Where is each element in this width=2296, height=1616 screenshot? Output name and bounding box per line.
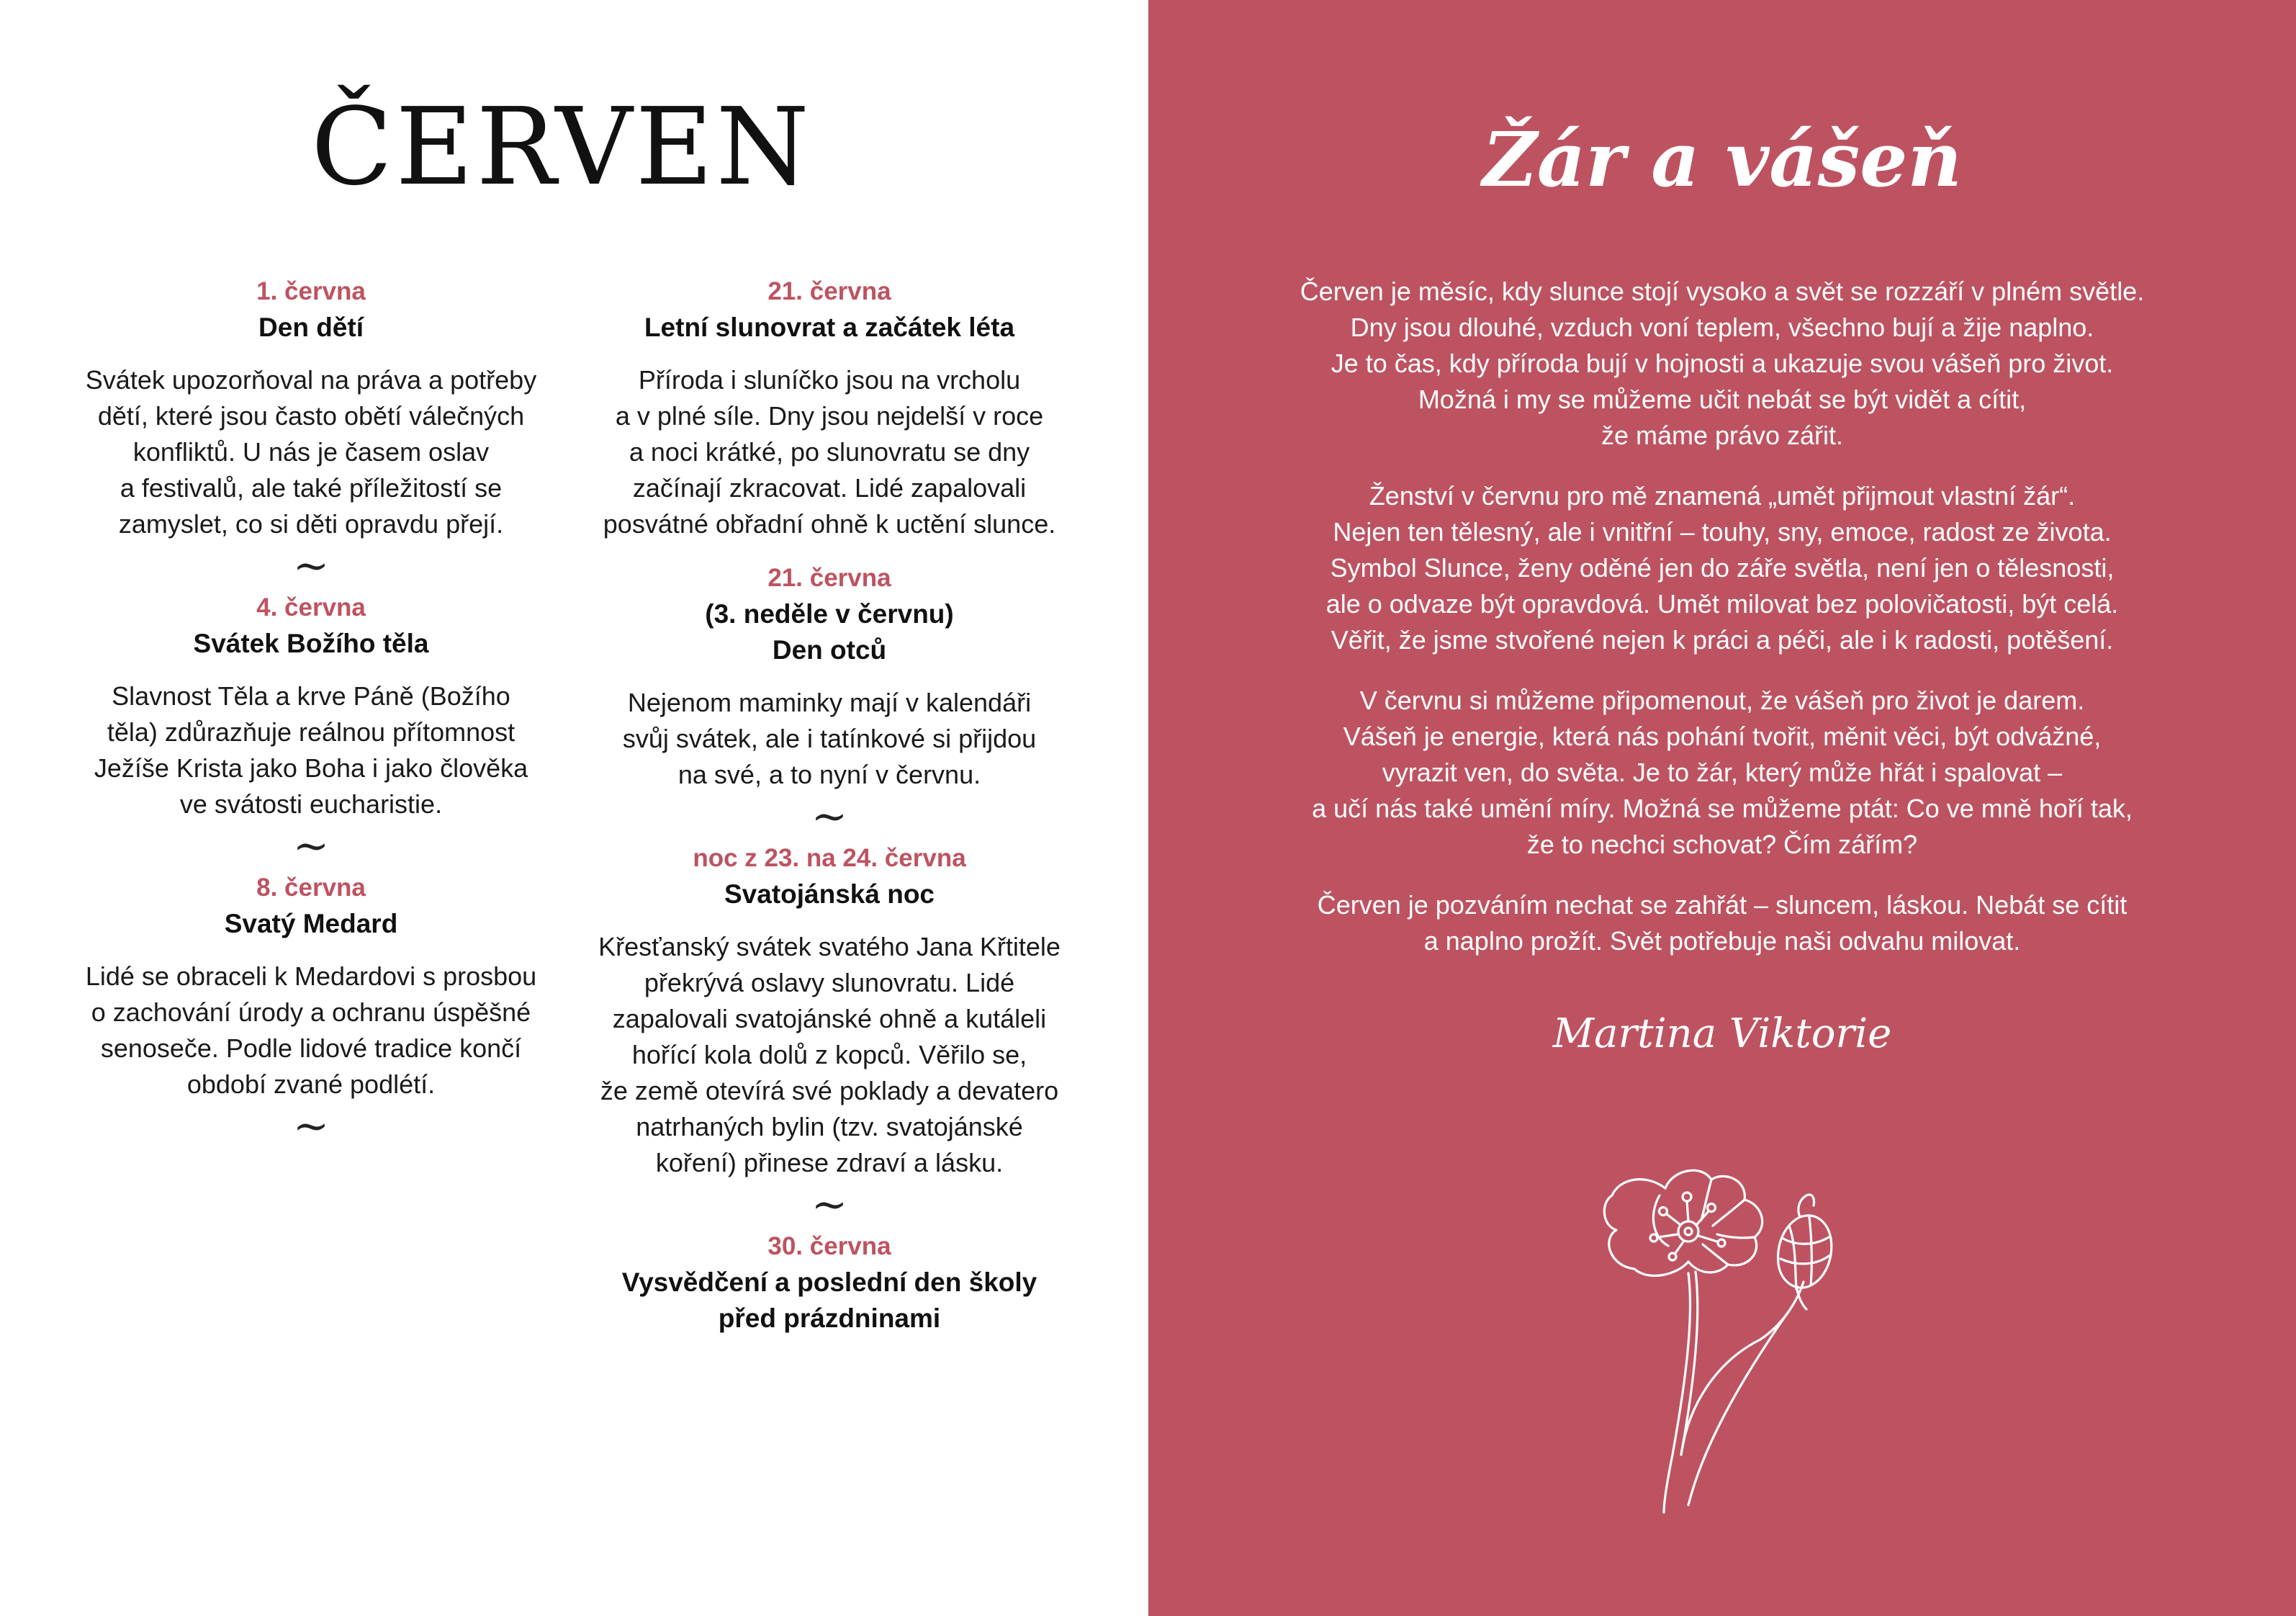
essay-line: Červen je pozváním nechat se zahřát – sluncem, láskou. Nebát se cítit xyxy=(1317,890,2128,920)
event-name: Letní slunovrat a začátek léta xyxy=(644,313,1015,342)
essay-line: Vášeň je energie, která nás pohání tvořit, měnit věci, být odvážné, xyxy=(1343,722,2102,751)
essay-line: vyrazit ven, do světa. Je to žár, který může hřát i spalovat – xyxy=(1382,758,2063,787)
text-line: Křesťanský svátek svatého Jana Křtitele xyxy=(598,932,1061,961)
text-line: na své, a to nyní v červnu. xyxy=(677,760,981,789)
text-line: ve svátosti eucharistie. xyxy=(179,789,443,819)
event-description xyxy=(585,685,1074,793)
essay-line: V červnu si můžeme připomenout, že vášeň pro život je darem. xyxy=(1359,686,2085,715)
text-line: Nejenom maminky mají v kalendáři xyxy=(627,688,1032,717)
event-name: (3. neděle v červnu) xyxy=(705,599,954,629)
essay-line: že máme právo zářit. xyxy=(1601,421,1844,450)
text-line: a v plné síle. Dny jsou nejdelší v roce xyxy=(615,401,1044,431)
event-description xyxy=(66,362,556,542)
essay-line: Ženství v červnu pro mě znamená „umět přijmout vlastní žár“. xyxy=(1369,481,2076,511)
event-name: Svátek Božího těla xyxy=(193,629,429,658)
essay-line: že to nechci schovat? Čím zářím? xyxy=(1526,830,1918,859)
essay-line: Je to čas, kdy příroda bují v hojnosti a ukazuje svou vášeň pro život. xyxy=(1331,349,2114,378)
text-line: dětí, které jsou často obětí válečných xyxy=(97,401,525,431)
text-line: o zachování úrody a ochranu úspěšné xyxy=(91,997,531,1027)
essay-paragraph xyxy=(1249,478,2195,658)
tilde-separator: ~ xyxy=(811,1180,848,1230)
events-column-2 xyxy=(585,274,1074,1337)
text-line: svůj svátek, ale i tatínkové si přijdou xyxy=(622,724,1037,753)
event-date: 4. června xyxy=(256,593,366,621)
event-date: 21. června xyxy=(767,277,891,305)
essay-body xyxy=(1249,274,2195,984)
event-name: Den dětí xyxy=(258,313,364,342)
text-line: překrývá oslavy slunovratu. Lidé xyxy=(644,968,1015,997)
text-line: zamyslet, co si děti opravdu přejí. xyxy=(118,509,504,539)
text-line: Ježíše Krista jako Boha i jako člověka xyxy=(94,753,528,783)
text-line: Svátek upozorňoval na práva a potřeby xyxy=(85,365,537,395)
event-name: Svatý Medard xyxy=(224,909,398,938)
event-school-end xyxy=(585,1229,1074,1337)
event-midsummer-night xyxy=(585,840,1074,1230)
text-line: posvátné obřadní ohně k uctění slunce. xyxy=(603,509,1056,539)
essay-line: Věřit, že jsme stvořené nejen k práci a péči, ale i k radosti, potěšení. xyxy=(1331,625,2114,655)
event-name: Vysvědčení a poslední den školy xyxy=(621,1267,1037,1297)
essay-line: Možná i my se můžeme učit nebát se být vidět a cítit, xyxy=(1418,385,2027,414)
essay-title: Žár a vášeň xyxy=(1482,115,1963,204)
tilde-separator: ~ xyxy=(811,791,848,842)
text-line: že země otevírá své poklady a devatero xyxy=(600,1076,1059,1105)
event-summer-solstice xyxy=(585,274,1074,560)
event-description xyxy=(585,929,1074,1181)
essay-line: Dny jsou dlouhé, vzduch voní teplem, všechno bují a žije naplno. xyxy=(1350,313,2094,342)
event-name: před prázdninami xyxy=(718,1303,941,1333)
essay-line: ale o odvaze být opravdová. Umět milovat bez polovičatosti, být celá. xyxy=(1325,589,2119,619)
essay-line: a naplno prožít. Svět potřebuje naši odvahu milovat. xyxy=(1423,926,2021,956)
tilde-separator: ~ xyxy=(292,1101,330,1152)
tilde-separator: ~ xyxy=(292,541,330,591)
text-line: Lidé se obraceli k Medardovi s prosbou xyxy=(85,961,537,991)
essay-line: Symbol Slunce, ženy oděné jen do záře světla, není jen o tělesnosti, xyxy=(1330,553,2115,583)
text-line: konfliktů. U nás je časem oslav xyxy=(132,437,490,467)
author-signature: Martina Viktorie xyxy=(1552,1010,1892,1057)
text-line: koření) přinese zdraví a lásku. xyxy=(655,1148,1004,1177)
event-description xyxy=(66,678,556,822)
text-line: senoseče. Podle lidové tradice končí xyxy=(100,1033,522,1063)
poppy-flower-icon xyxy=(1580,1145,1883,1520)
event-date: 21. června xyxy=(767,564,891,592)
text-line: hořící kola dolů z kopců. Věřilo se, xyxy=(631,1040,1027,1069)
event-description xyxy=(585,362,1074,542)
event-date: 1. června xyxy=(256,277,366,305)
essay-line: Červen je měsíc, kdy slunce stojí vysoko a svět se rozzáří v plném světle. xyxy=(1300,277,2145,306)
event-date: noc z 23. na 24. června xyxy=(693,844,966,872)
event-date: 30. června xyxy=(767,1232,891,1260)
event-name: Svatojánská noc xyxy=(724,879,935,909)
text-line: a festivalů, ale také příležitostí se xyxy=(120,473,503,503)
essay-paragraph xyxy=(1249,274,2195,454)
text-line: Příroda i sluníčko jsou na vrcholu xyxy=(638,365,1021,395)
event-corpus-christi xyxy=(66,590,556,871)
event-description xyxy=(66,959,556,1103)
text-line: a noci krátké, po slunovratu se dny xyxy=(629,437,1030,467)
event-name: Den otců xyxy=(772,635,887,665)
text-line: zapalovali svatojánské ohně a kutáleli xyxy=(612,1004,1047,1033)
event-fathers-day xyxy=(585,560,1074,842)
text-line: těla) zdůrazňuje reálnou přítomnost xyxy=(107,717,516,747)
text-line: začínají zkracovat. Lidé zapalovali xyxy=(632,473,1027,503)
events-column-1 xyxy=(66,274,556,1150)
tilde-separator: ~ xyxy=(292,821,330,871)
essay-line: Nejen ten tělesný, ale i vnitřní – touhy, sny, emoce, radost ze života. xyxy=(1333,517,2112,547)
text-line: natrhaných bylin (tzv. svatojánské xyxy=(636,1112,1023,1141)
event-saint-medard xyxy=(66,870,556,1152)
essay-line: a učí nás také umění míry. Možná se můžeme ptát: Co ve mně hoří tak, xyxy=(1312,794,2133,823)
month-title: ČERVEN xyxy=(311,85,812,209)
text-line: období zvané podlétí. xyxy=(186,1069,436,1099)
text-line: Slavnost Těla a krve Páně (Božího xyxy=(112,681,510,711)
essay-paragraph xyxy=(1249,683,2195,863)
essay-paragraph xyxy=(1249,887,2195,959)
event-children-day xyxy=(66,274,556,591)
event-date: 8. června xyxy=(256,874,366,902)
